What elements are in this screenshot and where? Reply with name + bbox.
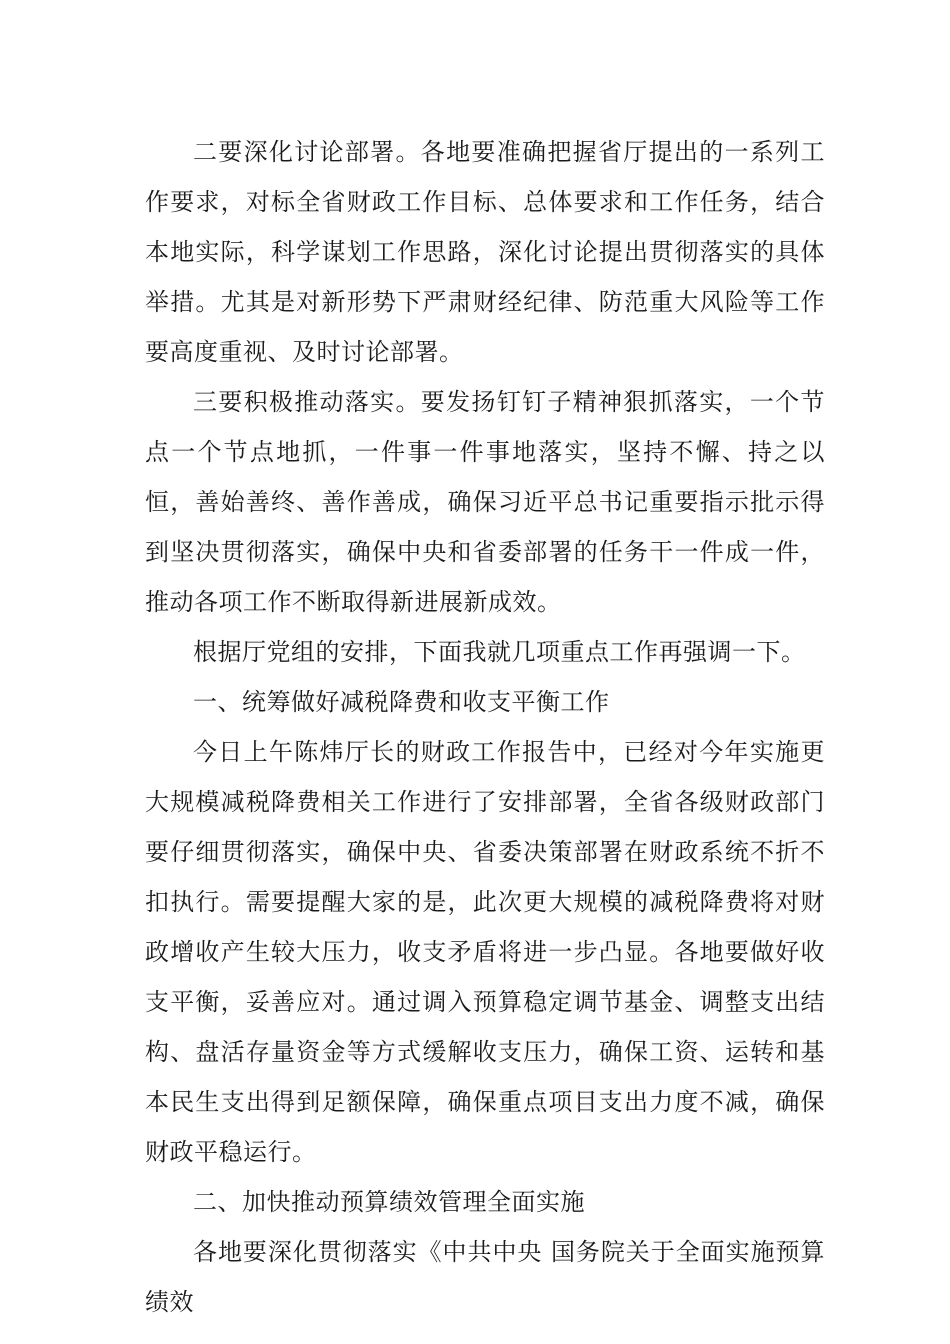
paragraph-tax-reduction: 今日上午陈炜厅长的财政工作报告中，已经对今年实施更大规模减税降费相关工作进行了安排部署，全省各级财政部门要仔细贯彻落实，确保中央、省委决策部署在财政系统不折不扣执行。需要提醒大家的是，此次更大规模的减税降费将对财政增收产生较大压力，收支矛盾将进一步凸显。各地要做好收支平衡，妥善应对。通过调入预算稳定调节基金、调整支出结构、盘活存量资金等方式缓解收支压力，确保工资、运转和基本民生支出得到足额保障，确保重点项目支出力度不减，确保财政平稳运行。 <box>145 738 825 1166</box>
paragraph-key-work-intro: 根据厅党组的安排，下面我就几项重点工作再强调一下。 <box>193 638 806 666</box>
paragraph-promote-implementation: 三要积极推动落实。要发扬钉钉子精神狠抓落实，一个节点一个节点地抓，一件事一件事地落实，坚持不懈、持之以恒，善始善终、善作善成，确保习近平总书记重要指示批示得到坚决贯彻落实，确保中央和省委部署的任务干一件成一件，推动各项工作不断取得新进展新成效。 <box>145 388 825 616</box>
section-heading-performance-management: 二、加快推动预算绩效管理全面实施 <box>193 1188 585 1216</box>
section-heading-tax-balance: 一、统筹做好减税降费和收支平衡工作 <box>193 688 610 716</box>
paragraph-deepen-discussion: 二要深化讨论部署。各地要准确把握省厅提出的一系列工作要求，对标全省财政工作目标、总体要求和工作任务，结合本地实际，科学谋划工作思路，深化讨论提出贯彻落实的具体举措。尤其是对新形势下严肃财经纪律、防范重大风险等工作要高度重视、及时讨论部署。 <box>145 138 825 366</box>
paragraph-performance-opening: 各地要深化贯彻落实《中共中央 国务院关于全面实施预算绩效 <box>145 1238 825 1316</box>
document-body <box>145 127 825 1327</box>
